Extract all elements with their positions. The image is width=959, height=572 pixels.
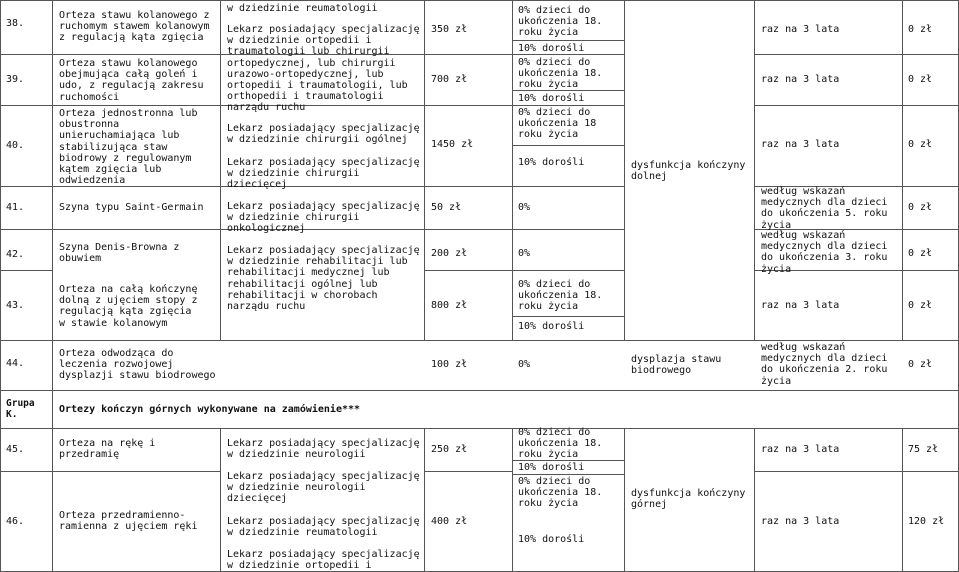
copay-41: 0% <box>518 202 531 213</box>
copay-children-43: 0% dzieci do ukończenia 18. roku życia <box>518 279 603 313</box>
product-name-38: Orteza stawu kolanowego z ruchomym stawem kolanowym z regulacją kąta zgięcia <box>59 10 210 44</box>
period-42: według wskazań medycznych dla dzieci do ukończenia 3. roku życia <box>761 230 888 275</box>
period-41: według wskazań medycznych dla dzieci do ukończenia 5. roku życia <box>761 186 888 231</box>
prescriber-reumatology-k: Lekarz posiadający specjalizację w dziedzinie reumatologii <box>227 516 420 539</box>
lp-40: 40. <box>6 140 25 151</box>
period-39: raz na 3 lata <box>761 74 840 85</box>
period-40: raz na 3 lata <box>761 139 840 150</box>
copay-adults-46: 10% dorośli <box>518 534 585 545</box>
period-43: raz na 3 lata <box>761 300 840 311</box>
prescriber-pediatric-neurology: Lekarz posiadający specjalizację w dziedzinie neurologii dziecięcej <box>227 471 420 505</box>
prescriber-orthopedics: Lekarz posiadający specjalizację w dziedzinie ortopedii i traumatologii lub chirurgii ortopedycznej, lub chirurgii urazowo-ortopedycznej, lub ortopedii i traumatologii, lub orthopedii i traumatologii narządu ruchu <box>227 24 420 114</box>
prescriber-pediatric-surgery: Lekarz posiadający specjalizację w dziedzinie chirurgii dziecięcej <box>227 157 420 191</box>
limit-44: 0 zł <box>908 359 933 370</box>
product-name-43: Orteza na całą kończynę dolną z ujęciem stopy z regulacją kąta zgięcia w stawie kolanowym <box>59 284 198 329</box>
copay-adults-39: 10% dorośli <box>518 93 585 104</box>
group-label: Grupa K. <box>6 398 35 421</box>
period-38: raz na 3 lata <box>761 24 840 35</box>
copay-children-39: 0% dzieci do ukończenia 18. roku życia <box>518 57 603 91</box>
lp-39: 39. <box>6 74 25 85</box>
lp-41: 41. <box>6 202 25 213</box>
copay-children-45: 0% dzieci do ukończenia 18. roku życia <box>518 427 603 461</box>
limit-42: 0 zł <box>908 248 933 259</box>
lp-38: 38. <box>6 18 25 29</box>
period-45: raz na 3 lata <box>761 444 840 455</box>
indication-lower-limb: dysfunkcja kończyny dolnej <box>631 160 746 183</box>
product-name-40: Orteza jednostronna lub obustronna unieruchamiająca lub stabilizująca staw biodrowy z regulowanym kątem zgięcia lub odwiedzenia <box>59 108 198 187</box>
price-41: 50 zł <box>431 202 462 213</box>
lp-45: 45. <box>6 444 25 455</box>
copay-44: 0% <box>518 359 531 370</box>
limit-39: 0 zł <box>908 74 933 85</box>
indication-hip-dysplasia: dysplazja stawu biodrowego <box>631 354 722 377</box>
limit-40: 0 zł <box>908 139 933 150</box>
prescriber-oncological-surgery: Lekarz posiadający specjalizację w dziedzinie chirurgii onkologicznej <box>227 201 420 235</box>
limit-45: 75 zł <box>908 444 939 455</box>
limit-38: 0 zł <box>908 24 933 35</box>
price-45: 250 zł <box>431 444 468 455</box>
product-name-41: Szyna typu Saint-Germain <box>59 202 204 213</box>
limit-41: 0 zł <box>908 202 933 213</box>
period-44: według wskazań medycznych dla dzieci do ukończenia 2. roku życia <box>761 342 888 387</box>
copay-adults-40: 10% dorośli <box>518 157 585 168</box>
group-title: Ortezy kończyn górnych wykonywane na zamówienie*** <box>59 404 361 415</box>
product-name-45: Orteza na rękę i przedramię <box>59 438 156 461</box>
copay-children-46: 0% dzieci do ukończenia 18. roku życia <box>518 476 603 510</box>
limit-46: 120 zł <box>908 516 945 527</box>
price-38: 350 zł <box>431 24 468 35</box>
product-name-39: Orteza stawu kolanowego obejmująca całą goleń i udo, z regulacją zakresu ruchomości <box>59 58 204 103</box>
lp-42: 42. <box>6 249 25 260</box>
price-40: 1450 zł <box>431 139 474 150</box>
prescriber-rehabilitation: Lekarz posiadający specjalizację w dziedzinie rehabilitacji lub rehabilitacji medycznej lub rehabilitacji ogólnej lub rehabilitacji w chorobach narządu ruchu <box>227 245 420 313</box>
lp-43: 43. <box>6 300 25 311</box>
lp-44: 44. <box>6 358 25 369</box>
product-name-46: Orteza przedramienno- ramienna z ujęciem ręki <box>59 510 198 533</box>
copay-adults-43: 10% dorośli <box>518 321 585 332</box>
copay-42: 0% <box>518 248 531 259</box>
lp-46: 46. <box>6 516 25 527</box>
indication-upper-limb: dysfunkcja kończyny górnej <box>631 488 746 511</box>
price-44: 100 zł <box>431 359 468 370</box>
copay-adults-38: 10% dorośli <box>518 43 585 54</box>
prescriber-reumatology: w dziedzinie reumatologii <box>227 3 378 14</box>
price-43: 800 zł <box>431 300 468 311</box>
copay-children-38: 0% dzieci do ukończenia 18. roku życia <box>518 5 603 39</box>
price-46: 400 zł <box>431 516 468 527</box>
price-39: 700 zł <box>431 74 468 85</box>
period-46: raz na 3 lata <box>761 516 840 527</box>
limit-43: 0 zł <box>908 300 933 311</box>
copay-adults-45: 10% dorośli <box>518 462 585 473</box>
product-name-42: Szyna Denis-Browna z obuwiem <box>59 242 180 265</box>
product-name-44: Orteza odwodząca do leczenia rozwojowej dysplazji stawu biodrowego <box>59 348 216 382</box>
prescriber-general-surgery: Lekarz posiadający specjalizację w dziedzinie chirurgii ogólnej <box>227 123 420 146</box>
prescriber-orthopedics-k: Lekarz posiadający specjalizację w dziedzinie ortopedii i <box>227 549 420 572</box>
prescriber-neurology: Lekarz posiadający specjalizację w dziedzinie neurologii <box>227 438 420 461</box>
price-42: 200 zł <box>431 248 468 259</box>
copay-children-40: 0% dzieci do ukończenia 18 roku życia <box>518 107 597 141</box>
